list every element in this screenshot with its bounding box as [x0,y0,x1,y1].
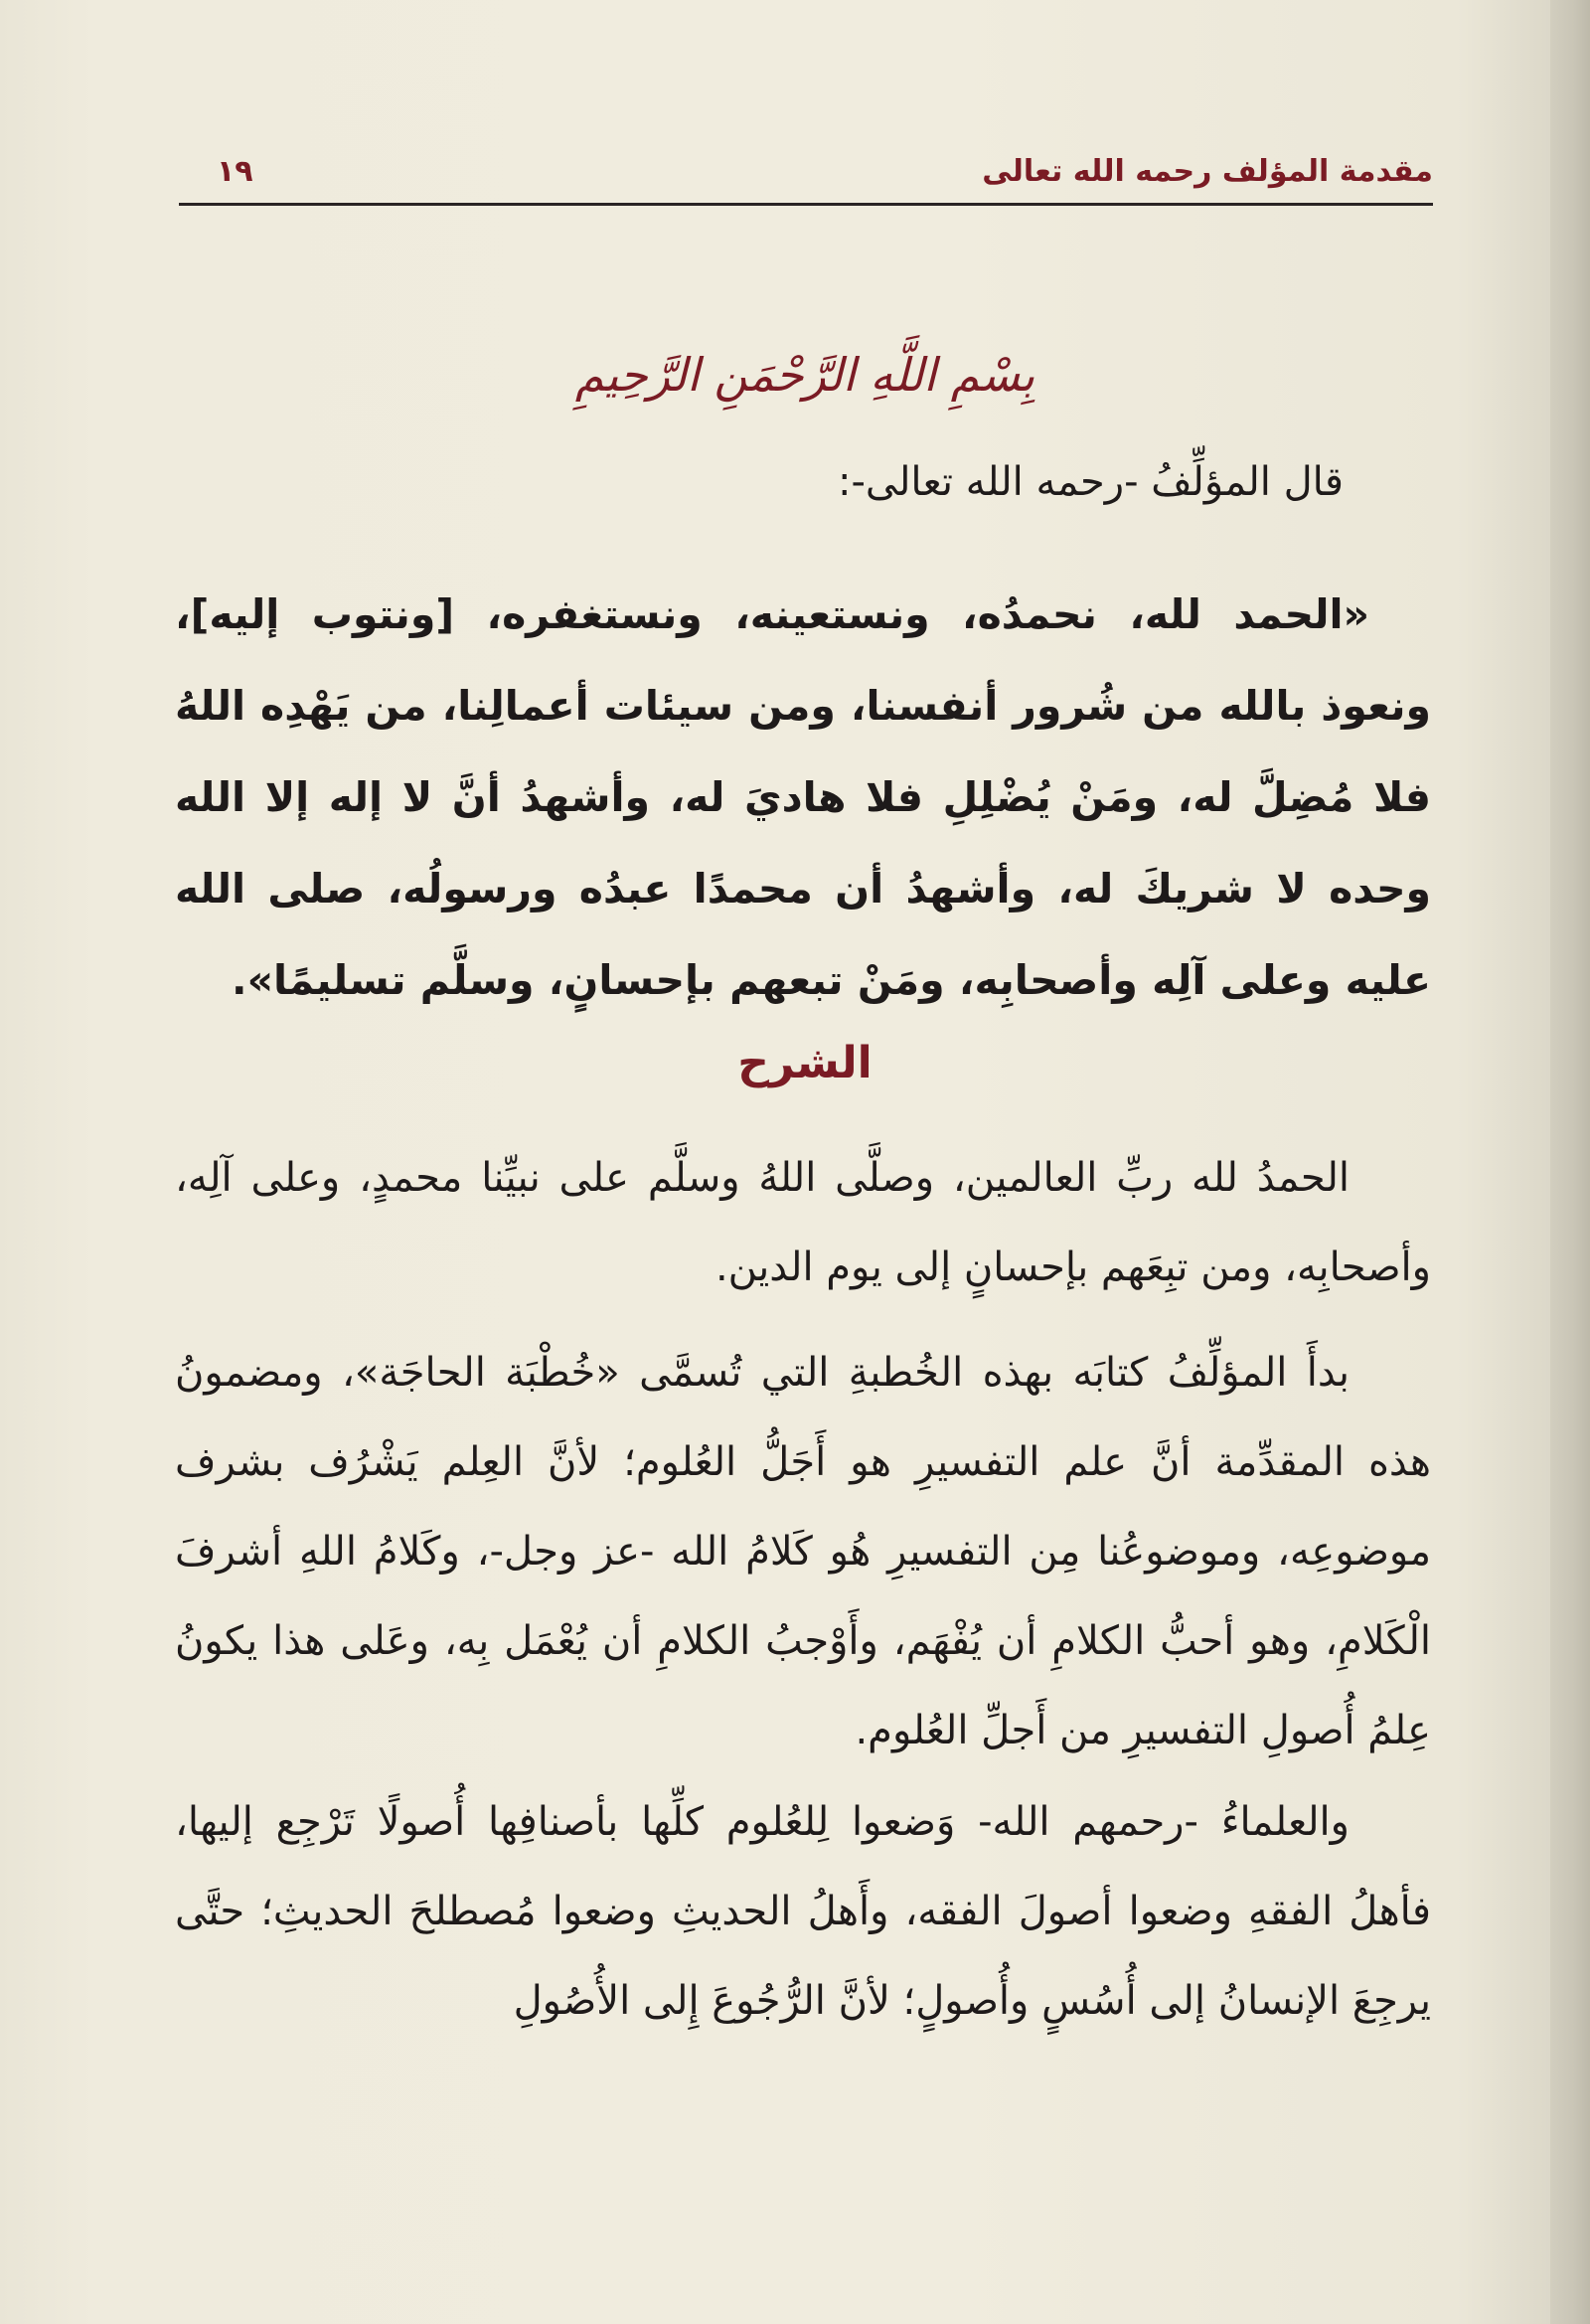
header-rule [179,203,1433,206]
running-title: مقدمة المؤلف رحمه الله تعالى [982,154,1433,189]
paragraph-text: بدأَ المؤلِّفُ كتابَه بهذه الخُطبةِ التي تُسمَّى «خُطْبَة الحاجَة»، ومضمونُ هذه المقدِّمة أنَّ علم التفسيرِ هو أَجَلُّ العُلوم؛ لأنَّ العِلم يَشْرُف بشرف موضوعِه، وموضوعُنا مِن التفسيرِ هُو كَلامُ الله -عز وجل-، وكَلامُ اللهِ أشرفَ الْكَلامِ، وهو أحبُّ الكلامِ أن يُفْهَم، وأَوْجبُ الكلامِ أن يُعْمَل بِه، وعَلى هذا يكونُ عِلمُ أُصولِ التفسيرِ من أَجلِّ العُلوم. [175,1350,1431,1753]
paragraph-text: والعلماءُ -رحمهم الله- وَضعوا لِلعُلوم كلِّها بأصنافِها أُصولًا تَرْجِع إليها، فأهلُ الفقهِ وضعوا أصولَ الفقه، وأَهلُ الحديثِ وضعوا مُصطلحَ الحديثِ؛ حتَّى يرجِعَ الإنسانُ إلى أُسُسٍ وأُصولٍ؛ لأنَّ الرُّجُوعَ إِلى الأُصُولِ [175,1799,1431,2024]
quote-text: «الحمد لله، نحمدُه، ونستعينه، ونستغفره، [ونتوب إليه]، ونعوذ بالله من شُرور أنفسنا، ومن سيئات أعمالِنا، من يَهْدِه اللهُ فلا مُضِلَّ له، ومَنْ يُضْلِلِ فلا هاديَ له، وأشهدُ أنَّ لا إله إلا الله وحده لا شريكَ له، وأشهدُ أن محمدًا عبدُه ورسولُه، صلى الله عليه وعلى آلِه وأصحابِه، ومَنْ تبعهم بإحسانٍ، وسلَّم تسليمًا». [175,590,1431,1004]
paragraph [175,1328,1431,1775]
page-edge [1550,0,1590,2324]
paragraph-text: الحمدُ لله ربِّ العالمين، وصلَّى اللهُ وسلَّم على نبيِّنا محمدٍ، وعلى آلِه، وأصحابِه، ومن تبِعَهم بإحسانٍ إلى يوم الدين. [175,1155,1431,1290]
paragraph [175,1777,1431,2046]
basmala: بِسْمِ اللَّهِ الرَّحْمَنِ الرَّحِيمِ [574,348,1035,402]
section-title: الشرح [737,1038,873,1088]
page-number: ١٩ [217,154,253,189]
page-header [179,154,1433,194]
intro-line: قال المؤلِّفُ -رحمه الله تعالى-: [837,459,1344,505]
paragraph [175,1133,1431,1312]
quote-block [175,569,1431,1026]
